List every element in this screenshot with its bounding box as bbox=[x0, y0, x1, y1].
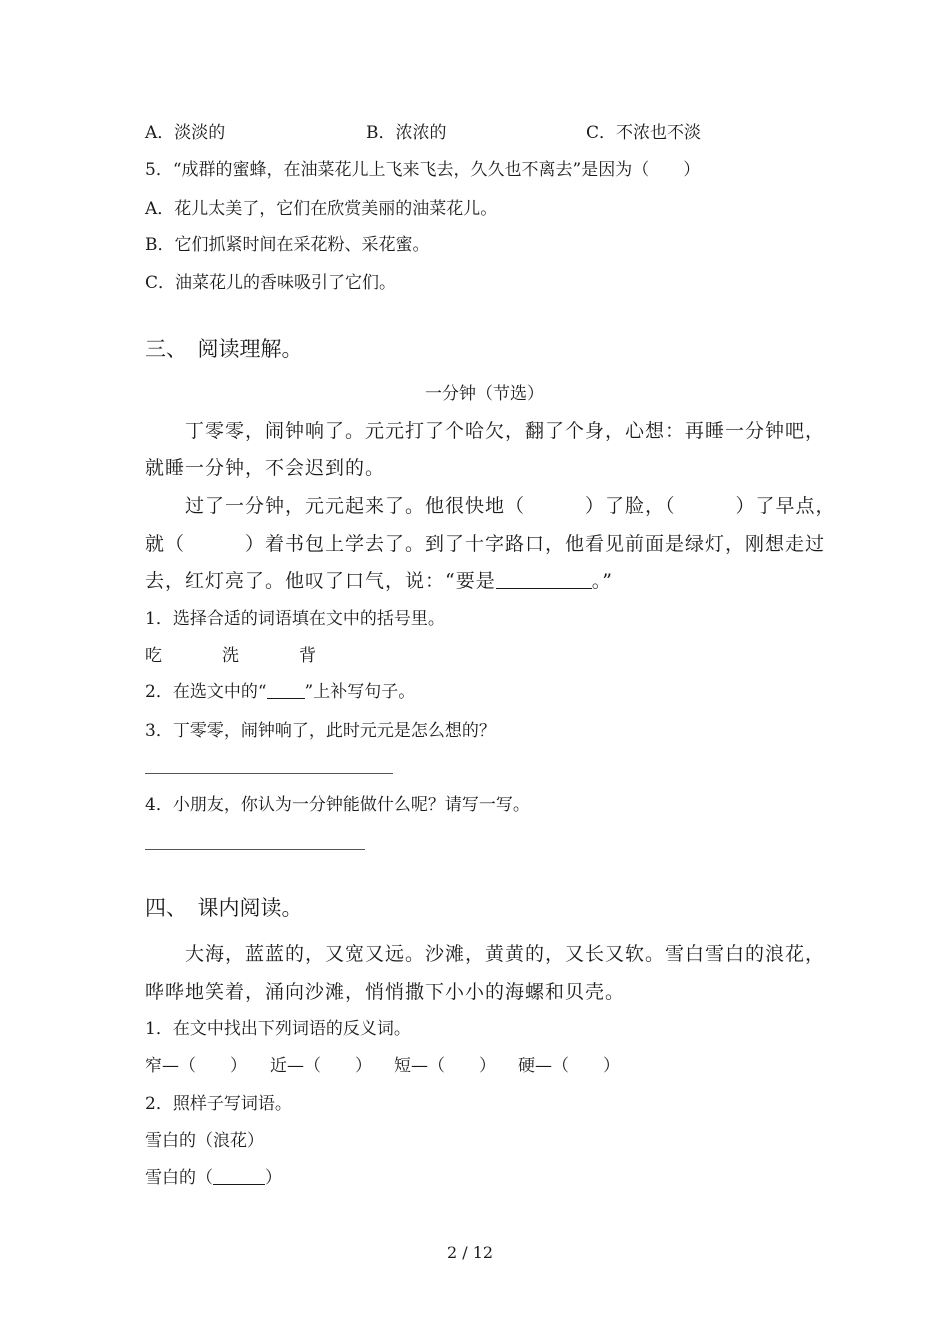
fill-phrase bbox=[145, 1166, 282, 1190]
answer-blank[interactable] bbox=[213, 1166, 265, 1185]
word-choice: 背 bbox=[299, 646, 316, 666]
section-4-heading: 四、 课内阅读。 bbox=[145, 896, 303, 920]
answer-blank[interactable] bbox=[496, 570, 592, 589]
passage-line: 大海，蓝蓝的，又宽又远。沙滩，黄黄的，又长又软。雪白雪白的浪花， bbox=[145, 943, 826, 965]
question-text: ”上补写句子。 bbox=[304, 682, 416, 702]
question-5-option-b: B．它们抓紧时间在采花粉、采花蜜。 bbox=[145, 235, 430, 255]
word-choice: 洗 bbox=[222, 646, 239, 666]
answer-blank[interactable] bbox=[267, 680, 305, 699]
question-text: 2．在选文中的“ bbox=[145, 682, 267, 702]
question-2: 2．照样子写词语。 bbox=[145, 1094, 292, 1114]
passage-text: 。” bbox=[591, 570, 613, 592]
passage-text: 去，红灯亮了。他叹了口气，说：“要是 bbox=[145, 570, 496, 592]
question-2 bbox=[145, 680, 415, 704]
option-c: C．不浓也不淡 bbox=[586, 123, 702, 143]
example-phrase: 雪白的（浪花） bbox=[145, 1131, 264, 1151]
answer-line[interactable] bbox=[145, 773, 393, 774]
option-b: B．浓浓的 bbox=[366, 123, 447, 143]
antonym-item: 硬—（ ） bbox=[518, 1056, 620, 1076]
word-choice: 吃 bbox=[145, 646, 162, 666]
antonym-item: 短—（ ） bbox=[394, 1056, 496, 1076]
answer-line[interactable] bbox=[145, 849, 365, 850]
question-1: 1．选择合适的词语填在文中的括号里。 bbox=[145, 609, 445, 629]
section-3-heading: 三、 阅读理解。 bbox=[145, 337, 303, 361]
passage-line: 哗哗地笑着，涌向沙滩，悄悄撒下小小的海螺和贝壳。 bbox=[145, 981, 626, 1003]
passage-line bbox=[145, 569, 613, 593]
passage-line: 过了一分钟，元元起来了。他很快地（ ）了脸，（ ）了早点， bbox=[145, 495, 836, 517]
passage-line: 就（ ）着书包上学去了。到了十字路口，他看见前面是绿灯，刚想走过 bbox=[145, 533, 826, 555]
antonym-item: 窄—（ ） bbox=[145, 1056, 247, 1076]
question-5: 5．“成群的蜜蜂，在油菜花儿上飞来飞去，久久也不离去”是因为（ ） bbox=[145, 160, 701, 180]
passage-line: 就睡一分钟，不会迟到的。 bbox=[145, 457, 386, 479]
question-5-option-a: A．花儿太美了，它们在欣赏美丽的油菜花儿。 bbox=[145, 199, 498, 219]
page-number: 2 / 12 bbox=[447, 1243, 494, 1262]
passage-line: 丁零零，闹钟响了。元元打了个哈欠，翻了个身，心想：再睡一分钟吧， bbox=[145, 420, 826, 442]
phrase-text: 雪白的（ bbox=[145, 1168, 213, 1188]
phrase-text: ） bbox=[265, 1168, 282, 1188]
passage-title: 一分钟（节选） bbox=[425, 384, 544, 404]
question-3: 3．丁零零，闹钟响了，此时元元是怎么想的？ bbox=[145, 721, 496, 741]
question-5-option-c: C．油菜花儿的香味吸引了它们。 bbox=[145, 273, 397, 293]
option-a: A．淡淡的 bbox=[145, 123, 226, 143]
question-4: 4．小朋友，你认为一分钟能做什么呢？请写一写。 bbox=[145, 795, 530, 815]
question-1: 1．在文中找出下列词语的反义词。 bbox=[145, 1019, 411, 1039]
antonym-item: 近—（ ） bbox=[270, 1056, 372, 1076]
